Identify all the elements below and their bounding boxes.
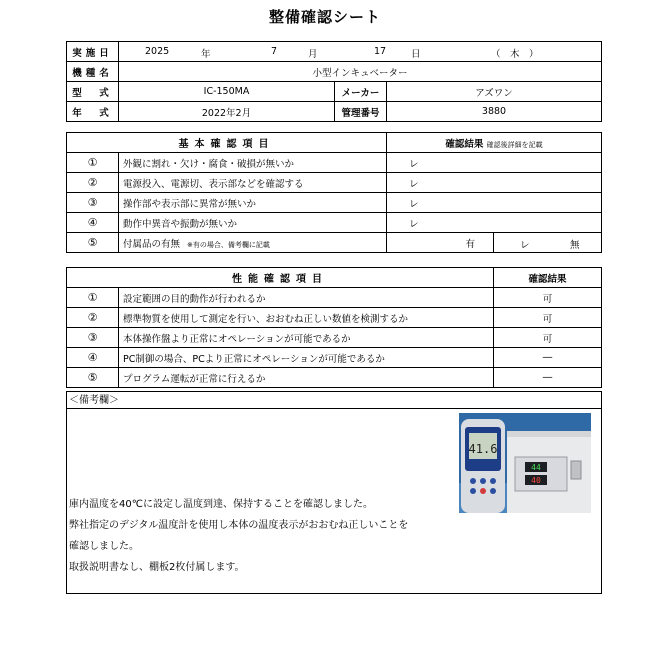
model-value: 小型インキュベーター [119, 62, 602, 82]
device-photo [459, 413, 591, 513]
row-number: ④ [67, 348, 119, 368]
row-number: ③ [67, 193, 119, 213]
check-item-text: 設定範囲の目的動作が行われるか [119, 288, 494, 308]
check-result: ― [494, 348, 602, 368]
check-item-text: 操作部や表示部に異常が無いか [119, 193, 387, 213]
accessory-text: 付属品の有無 [123, 238, 181, 250]
year-unit: 年 [201, 49, 211, 60]
basic-result-heading [387, 133, 602, 153]
check-item-text: 動作中異音や振動が無いか [119, 213, 387, 233]
year-value: 2025 [145, 46, 170, 57]
year-model-label: 年 式 [67, 102, 119, 122]
day-value: 17 [374, 46, 387, 57]
maker-value: アズワン [387, 82, 602, 102]
row-number: ② [67, 308, 119, 328]
accessory-no-cell [494, 233, 602, 253]
mgmt-label: 管理番号 [335, 102, 387, 122]
check-mark: レ [387, 173, 602, 193]
weekday-value: （ 木 ） [491, 49, 539, 60]
check-mark: レ [387, 153, 602, 173]
maker-label: メーカー [335, 82, 387, 102]
check-mark: レ [387, 213, 602, 233]
remarks-line: 弊社指定のデジタル温度計を使用し本体の温度表示がおおむね正しいことを [69, 520, 409, 531]
year-model-value: 2022年2月 [119, 102, 335, 122]
performance-heading: 性能確認項目 [67, 268, 494, 288]
row-number: ④ [67, 213, 119, 233]
table-row [67, 173, 602, 193]
row-number: ⑤ [67, 233, 119, 253]
table-row [67, 288, 602, 308]
check-mark: レ [387, 193, 602, 213]
check-result: 可 [494, 308, 602, 328]
basic-heading: 基本確認項目 [67, 133, 387, 153]
check-item-text: 外観に割れ・欠け・腐食・破損が無いか [119, 153, 387, 173]
remarks-line: 確認しました。 [69, 541, 139, 552]
check-item-text: 標準物質を使用して測定を行い、おおむね正しい数値を検測するか [119, 308, 494, 328]
check-item-text: 本体操作盤より正常にオペレーションが可能であるか [119, 328, 494, 348]
type-value: IC-150MA [119, 82, 335, 102]
type-label: 型 式 [67, 82, 119, 102]
check-item-text: プログラム運転が正常に行えるか [119, 368, 494, 388]
table-row [67, 233, 602, 253]
table-row [67, 348, 602, 368]
model-label: 機種名 [67, 62, 119, 82]
table-row [67, 368, 602, 388]
performance-check-table [66, 267, 602, 388]
remarks-line: 取扱説明書なし、棚板2枚付属します。 [69, 562, 245, 573]
row-number: ① [67, 288, 119, 308]
table-row [67, 153, 602, 173]
table-row [67, 328, 602, 348]
page-title: 整備確認シート [268, 8, 381, 26]
remarks-line: 庫内温度を40℃に設定し温度到達、保持することを確認しました。 [69, 499, 373, 510]
remarks-box [66, 408, 602, 594]
month-value: 7 [271, 46, 278, 57]
check-result: ― [494, 368, 602, 388]
table-row [67, 213, 602, 233]
display-top-reading: 44 [531, 463, 541, 472]
basic-result-note: 確認後詳細を記載 [486, 140, 543, 149]
date-label: 実施日 [67, 42, 119, 62]
performance-result-heading: 確認結果 [494, 268, 602, 288]
mgmt-value: 3880 [387, 102, 602, 122]
remarks-label: ＜備考欄＞ [66, 391, 602, 409]
check-item-text: PC制御の場合、PCより正常にオペレーションが可能であるか [119, 348, 494, 368]
row-number: ① [67, 153, 119, 173]
header-table [66, 41, 602, 122]
accessory-note: ※有の場合、備考欄に記載 [187, 240, 270, 249]
row-number: ③ [67, 328, 119, 348]
accessory-item [119, 233, 387, 253]
thermometer-reading: 41.6 [468, 442, 498, 456]
month-unit: 月 [308, 49, 318, 60]
check-item-text: 電源投入、電源切、表示部などを確認する [119, 173, 387, 193]
display-bottom-reading: 40 [531, 476, 541, 485]
basic-result-title: 確認結果 [445, 138, 484, 150]
row-number: ② [67, 173, 119, 193]
table-row [67, 308, 602, 328]
table-row [67, 193, 602, 213]
check-result: 可 [494, 288, 602, 308]
basic-check-table [66, 132, 602, 253]
accessory-yes-cell [387, 233, 494, 253]
day-unit: 日 [411, 49, 421, 60]
device-photo-illustration [459, 413, 591, 513]
date-value [119, 42, 602, 62]
check-result: 可 [494, 328, 602, 348]
accessory-check-mark: レ [520, 240, 530, 251]
accessory-no: 無 [570, 240, 580, 251]
row-number: ⑤ [67, 368, 119, 388]
accessory-yes: 有 [465, 238, 475, 250]
